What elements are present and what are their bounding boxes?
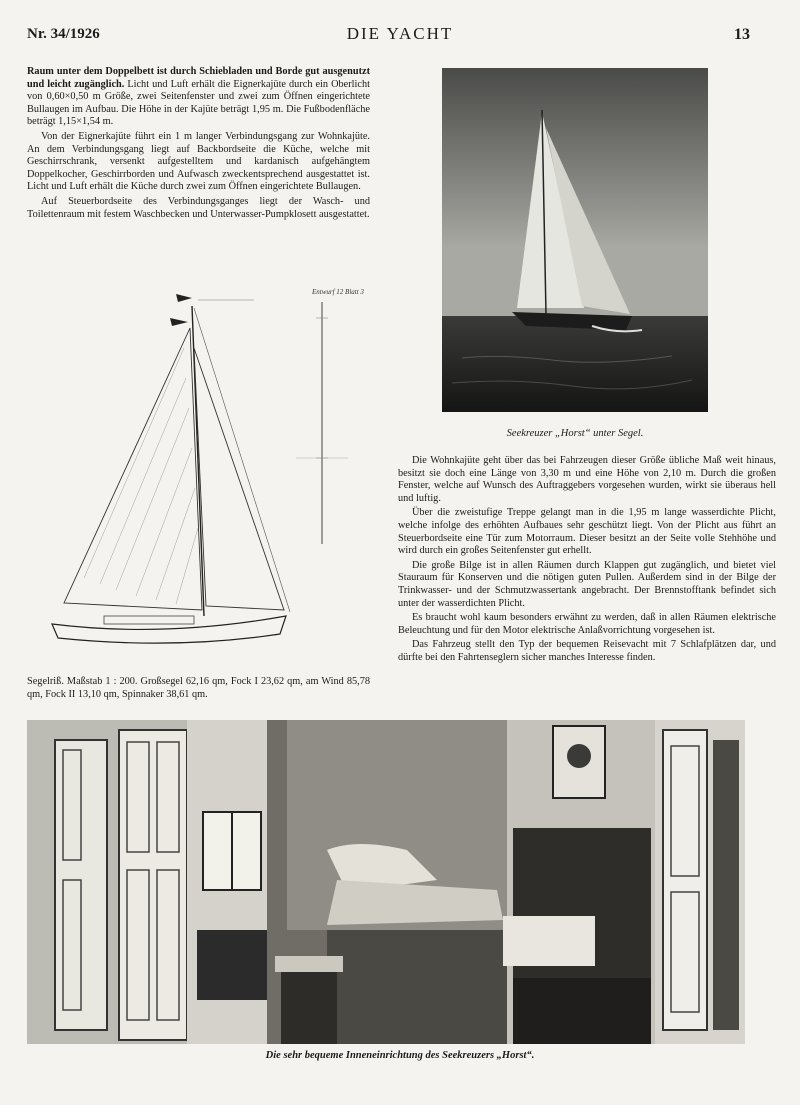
drawing-label: Entwurf 12 Blatt 3 [312,288,364,296]
sailing-yacht-image [442,68,708,412]
left-paragraph-3: Auf Steuerbordseite des Verbindungsganges liegt der Wasch- und Toilettenraum mit festem Waschbecken und Unterwasser-Pumpklosett ausgestattet. [27,195,370,220]
right-paragraph-5: Das Fahrzeug stellt den Typ der bequemen Reisevacht mit 7 Schlafplätzen dar, und dürfte bei den Fahrtenseglern sicher manches Interesse finden. [398,639,776,663]
sail-plan-svg [44,288,370,668]
right-paragraph-4: Es braucht wohl kaum besonders erwähnt zu werden, daß in allen Räumen elektrische Beleuchtung und für den Motor elektrische Anlaßvorrichtung vorgesehen ist. [398,612,776,636]
interior-image [27,720,745,1044]
left-column-text [27,66,370,223]
left-paragraph-1 [27,66,370,129]
issue-number: Nr. 34/1926 [27,26,100,42]
left-paragraph-2: Von der Eignerkajüte führt ein 1 m langer Verbindungsgang zur Wohnkajüte. An dem Verbindungsgang liegt auf Backbordseite die Küche, welche mit Geschirrschrank, versenkt aufgestelltem und kardanisch aufgehängtem Doppelkocher, Geschirrborden und Aufwasch zweckentsprechend ausgestattet ist. Licht und Luft erhält die Küche durch zwei zum Öffnen eingerichtete Bullaugen. [27,130,370,193]
sailing-yacht-photo [442,68,708,412]
right-paragraph-2: Über die zweistufige Treppe gelangt man in die 1,95 m lange wasserdichte Plicht, welche infolge des erhöhten Aufbaues sehr geschützt liegt. Von der Plicht aus führt an Steuerbordseite eine Tür zum Motorraum. Dieser besitzt an der Seite volle Stehhöhe und wird durch ein großes Seitenfenster gut erhellt. [398,507,776,557]
right-paragraph-1: Die Wohnkajüte geht über das bei Fahrzeugen dieser Größe übliche Maß weit hinaus, besitzt sie doch eine Länge von 3,30 m und eine Höhe von 2,10 m. Durch die großen Fenster, welche auf Wunsch des Auftraggebers vorgesehen wurden, wirkt sie überaus hell und luftig. [398,455,776,504]
sail-plan-caption: Segelriß. Maßstab 1 : 200. Großsegel 62,16 qm, Fock I 23,62 qm, am Wind 85,78 qm, Fock II 13,10 qm, Spinnaker 38,61 qm. [27,676,370,700]
page-number: 13 [734,26,750,43]
interior-photo [27,720,745,1044]
right-paragraph-3: Die große Bilge ist in allen Räumen durch Klappen gut zugänglich, und bietet viel Stauraum für Konserven und die nötigen guten Pullen. Außerdem sind in der Bilge der Trinkwasser- und der Schmutzwassertank angebracht. Der Brennstofftank befindet sich unter der wasserdichten Plicht. [398,559,776,609]
interior-photo-caption: Die sehr bequeme Inneneinrichtung des Seekreuzers „Horst“. [265,1050,535,1061]
lead-bold-text: Raum unter dem Doppelbett ist durch Schiebladen und Borde gut ausgenutzt und leicht zugänglich. [27,66,370,90]
left-paragraph-1-rest: Licht und Luft erhält die Eignerkajüte durch ein Oberlicht von 0,60×0,50 m Größe, zwei Seitenfenster und zwei zum Öffnen eingerichtete Bullaugen im Aufbau. Die Höhe in der Kajüte beträgt 1,95 m. Die Fußbodenfläche beträgt 1,15×1,54 m. [27,78,370,128]
sailing-photo-caption: Seekreuzer „Horst“ unter Segel. [506,428,644,439]
right-column-text [398,455,776,667]
magazine-title: DIE YACHT [346,24,454,43]
sail-plan-drawing [44,288,370,668]
